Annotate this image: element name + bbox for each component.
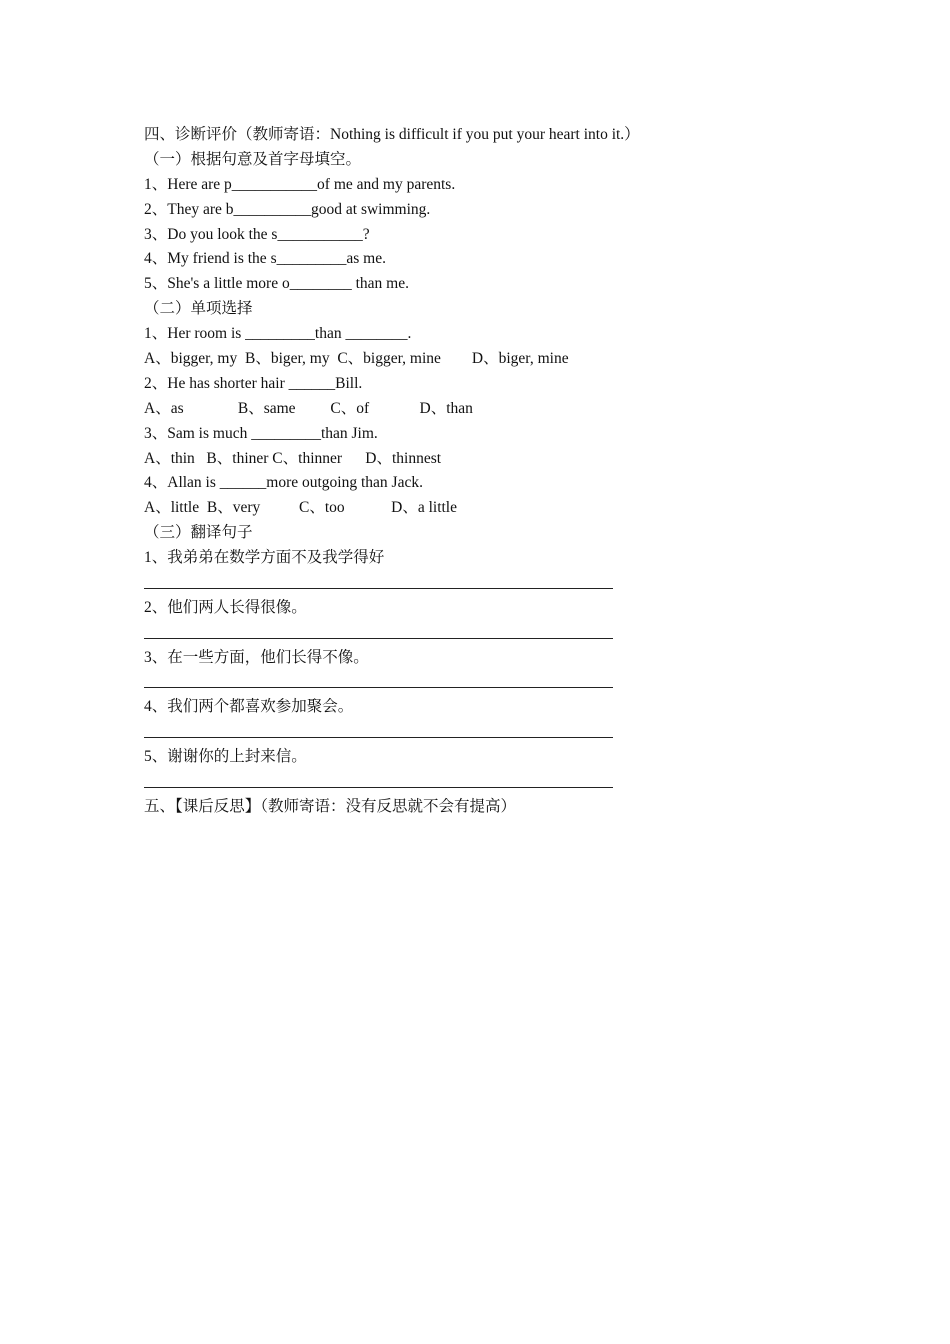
part-2-title: （二）单项选择: [144, 300, 253, 318]
translate-item-2: 2、他们两人长得很像。: [144, 598, 307, 616]
choice-question-3: 3、Sam is much _________than Jim.: [144, 424, 378, 442]
answer-line-1: [144, 571, 824, 596]
part-1-title: （一）根据句意及首字母填空。: [144, 150, 362, 168]
part-3-title: （三）翻译句子: [144, 524, 253, 542]
answer-line-4: [144, 720, 824, 745]
translate-item-1: 1、我弟弟在数学方面不及我学得好: [144, 549, 385, 567]
worksheet: [144, 123, 824, 820]
translate-item-5: 5、谢谢你的上封来信。: [144, 748, 307, 766]
choice-options-4: A、little B、very C、too D、a little: [144, 499, 457, 517]
fill-blank-item-1: 1、Here are p___________of me and my parents.: [144, 175, 456, 193]
choice-options-3: A、thin B、thiner C、thinner D、thinnest: [144, 449, 442, 467]
answer-line-2: [144, 621, 824, 646]
choice-options-2: A、as B、same C、of D、than: [144, 399, 473, 417]
fill-blank-item-3: 3、Do you look the s___________?: [144, 225, 370, 243]
fill-blank-item-5: 5、She's a little more o________ than me.: [144, 275, 409, 293]
answer-line-3: [144, 671, 824, 696]
section-5-heading: 五、【课后反思】（教师寄语：没有反思就不会有提高）: [144, 798, 517, 816]
answer-line-5: [144, 770, 824, 795]
fill-blank-item-2: 2、They are b__________good at swimming.: [144, 200, 431, 218]
choice-question-1: 1、Her room is _________than ________.: [144, 325, 412, 343]
section-4-heading: 四、诊断评价（教师寄语：Nothing is difficult if you put your heart into it.）: [144, 126, 640, 143]
choice-question-2: 2、He has shorter hair ______Bill.: [144, 374, 363, 392]
choice-options-1: A、bigger, my B、biger, my C、bigger, mine D、biger, mine: [144, 350, 569, 368]
fill-blank-item-4: 4、My friend is the s_________as me.: [144, 250, 386, 268]
choice-question-4: 4、Allan is ______more outgoing than Jack.: [144, 474, 423, 492]
translate-item-4: 4、我们两个都喜欢参加聚会。: [144, 698, 354, 716]
translate-item-3: 3、在一些方面，他们长得不像。: [144, 648, 369, 666]
